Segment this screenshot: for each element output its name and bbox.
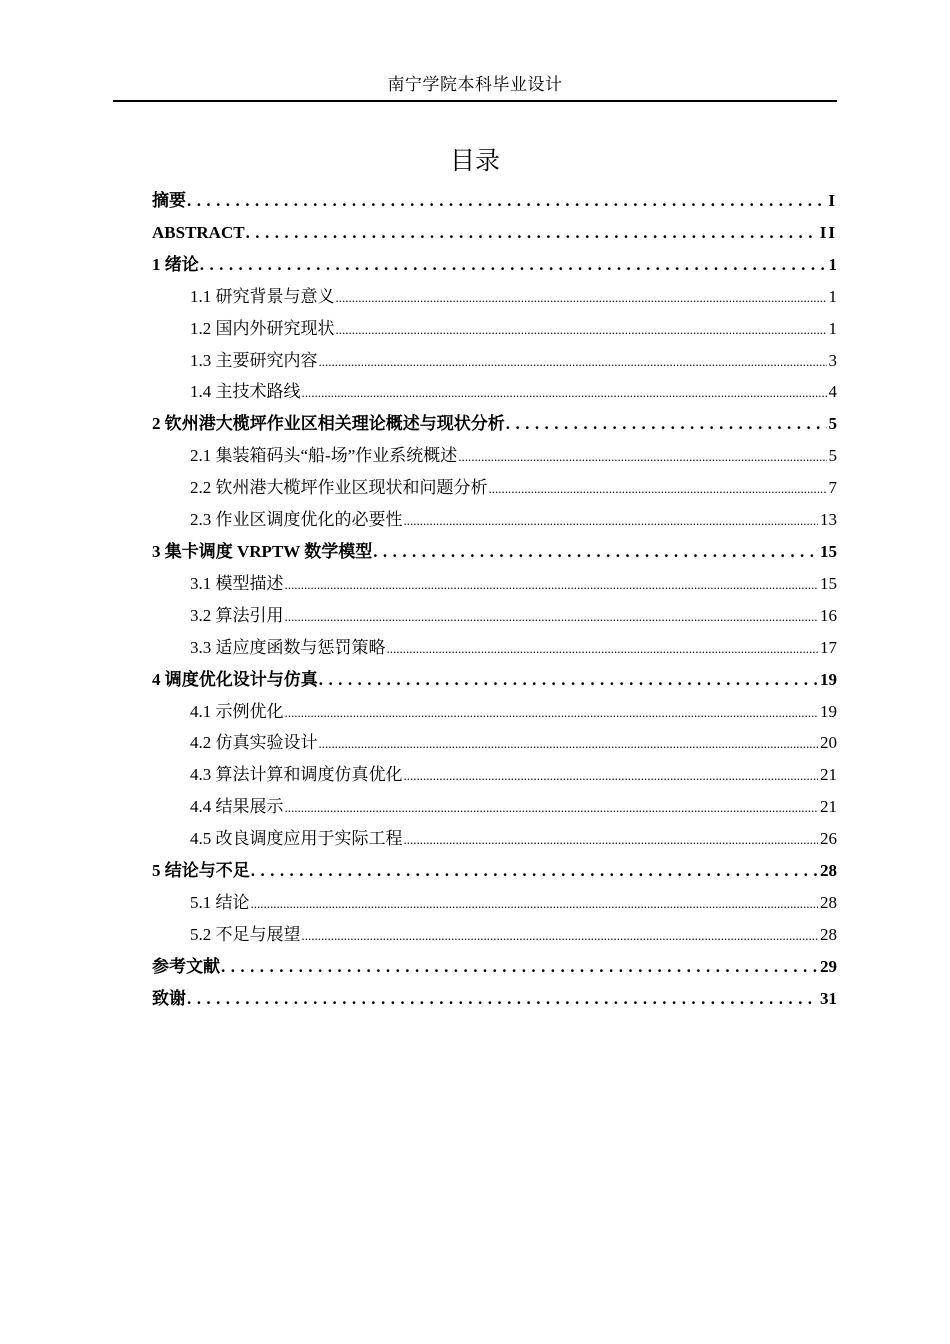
table-of-contents <box>152 185 837 1015</box>
toc-dot-leader <box>489 472 827 505</box>
toc-entry-label: 2.3 作业区调度优化的必要性 <box>190 510 403 530</box>
toc-chapter-entry[interactable] <box>152 855 837 887</box>
toc-entry-label: 1.1 研究背景与意义 <box>190 286 335 306</box>
toc-dot-leader <box>285 696 819 729</box>
toc-dot-leader <box>458 440 826 473</box>
toc-chapter-entry[interactable] <box>152 536 837 568</box>
toc-dot-leader <box>187 983 818 1015</box>
toc-dot-leader <box>251 887 819 920</box>
toc-dot-leader <box>246 217 818 249</box>
toc-section-entry[interactable] <box>152 632 837 664</box>
toc-section-entry[interactable] <box>152 919 837 951</box>
toc-page-number: I <box>828 191 837 210</box>
toc-entry-label: 5 结论与不足 <box>152 861 250 881</box>
toc-chapter-entry[interactable] <box>152 408 837 440</box>
toc-section-entry[interactable] <box>152 727 837 759</box>
toc-section-entry[interactable] <box>152 281 837 313</box>
toc-page-number: 15 <box>820 541 837 561</box>
toc-dot-leader <box>302 919 819 952</box>
toc-entry-label: 致谢 <box>152 988 186 1008</box>
toc-entry-label: 3.2 算法引用 <box>190 605 284 625</box>
toc-chapter-entry[interactable] <box>152 185 837 217</box>
toc-dot-leader <box>319 664 818 696</box>
toc-page-number: 19 <box>820 701 837 721</box>
toc-entry-label: 参考文献 <box>152 956 220 976</box>
toc-page-number: 29 <box>820 956 837 976</box>
toc-page-number: 3 <box>828 350 837 370</box>
toc-entry-label: 4.2 仿真实验设计 <box>190 733 318 753</box>
header-rule <box>113 100 837 102</box>
toc-title: 目录 <box>449 146 500 175</box>
toc-dot-leader <box>221 951 818 983</box>
toc-page-number: 13 <box>820 510 837 530</box>
toc-section-entry[interactable] <box>152 759 837 791</box>
toc-entry-label: 4 调度优化设计与仿真 <box>152 669 318 689</box>
toc-section-entry[interactable] <box>152 376 837 408</box>
toc-page-number: 19 <box>820 669 837 689</box>
running-header: 南宁学院本科毕业设计 <box>387 75 563 94</box>
toc-entry-label: 4.1 示例优化 <box>190 701 284 721</box>
toc-entry-label: 3.3 适应度函数与惩罚策略 <box>190 637 386 657</box>
toc-entry-label: 5.1 结论 <box>190 892 250 912</box>
toc-page-number: 21 <box>820 797 837 817</box>
toc-page-number: 16 <box>820 605 837 625</box>
toc-dot-leader <box>387 632 819 665</box>
toc-page-number: 15 <box>820 573 837 593</box>
toc-entry-label: 5.2 不足与展望 <box>190 924 301 944</box>
toc-section-entry[interactable] <box>152 472 837 504</box>
toc-chapter-entry[interactable] <box>152 664 837 696</box>
toc-page-number: 1 <box>828 318 837 338</box>
toc-entry-label: 2.2 钦州港大榄坪作业区现状和问题分析 <box>190 478 488 498</box>
toc-dot-leader <box>506 408 827 440</box>
toc-entry-label: 2 钦州港大榄坪作业区相关理论概述与现状分析 <box>152 414 505 434</box>
toc-dot-leader <box>319 727 819 760</box>
toc-page-number: 17 <box>820 637 837 657</box>
toc-section-entry[interactable] <box>152 504 837 536</box>
toc-dot-leader <box>302 376 827 409</box>
toc-entry-label: 2.1 集装箱码头“船-场”作业系统概述 <box>190 446 458 466</box>
toc-page-number: 5 <box>828 446 837 466</box>
toc-dot-leader <box>285 600 819 633</box>
toc-page-number: 1 <box>828 254 837 274</box>
toc-dot-leader <box>373 536 818 568</box>
toc-dot-leader <box>404 504 819 537</box>
toc-page-number: 7 <box>828 478 837 498</box>
toc-entry-label: 3 集卡调度 VRPTW 数学模型 <box>152 541 373 561</box>
toc-entry-label: 4.5 改良调度应用于实际工程 <box>190 829 403 849</box>
toc-page-number: 5 <box>828 414 837 434</box>
toc-page-number: 28 <box>820 924 837 944</box>
toc-chapter-entry[interactable] <box>152 951 837 983</box>
toc-page-number: 28 <box>820 861 837 881</box>
toc-dot-leader <box>251 855 818 887</box>
toc-chapter-entry[interactable] <box>152 983 837 1015</box>
toc-chapter-entry[interactable] <box>152 217 837 249</box>
toc-page-number: 21 <box>820 765 837 785</box>
toc-section-entry[interactable] <box>152 696 837 728</box>
toc-entry-label: ABSTRACT <box>152 222 245 242</box>
toc-section-entry[interactable] <box>152 600 837 632</box>
toc-entry-label: 摘要 <box>152 191 186 210</box>
toc-dot-leader <box>404 759 819 792</box>
toc-dot-leader <box>319 345 827 378</box>
toc-section-entry[interactable] <box>152 313 837 345</box>
toc-section-entry[interactable] <box>152 568 837 600</box>
toc-page-number: 20 <box>820 733 837 753</box>
toc-dot-leader <box>336 281 827 314</box>
toc-entry-label: 1 绪论 <box>152 254 199 274</box>
toc-dot-leader <box>404 823 819 856</box>
toc-page-number: II <box>819 222 837 242</box>
toc-dot-leader <box>187 185 826 217</box>
toc-section-entry[interactable] <box>152 440 837 472</box>
toc-entry-label: 4.4 结果展示 <box>190 797 284 817</box>
toc-chapter-entry[interactable] <box>152 249 837 281</box>
toc-page-number: 1 <box>828 286 837 306</box>
toc-entry-label: 1.3 主要研究内容 <box>190 350 318 370</box>
toc-page-number: 31 <box>820 988 837 1008</box>
toc-entry-label: 3.1 模型描述 <box>190 573 284 593</box>
toc-page-number: 4 <box>828 382 837 402</box>
toc-page-number: 28 <box>820 892 837 912</box>
toc-dot-leader <box>285 568 819 601</box>
toc-section-entry[interactable] <box>152 823 837 855</box>
toc-section-entry[interactable] <box>152 887 837 919</box>
toc-dot-leader <box>285 791 819 824</box>
toc-dot-leader <box>336 313 827 346</box>
toc-entry-label: 1.2 国内外研究现状 <box>190 318 335 338</box>
toc-entry-label: 4.3 算法计算和调度仿真优化 <box>190 765 403 785</box>
toc-section-entry[interactable] <box>152 345 837 377</box>
toc-entry-label: 1.4 主技术路线 <box>190 382 301 402</box>
toc-dot-leader <box>200 249 827 281</box>
toc-page-number: 26 <box>820 829 837 849</box>
toc-section-entry[interactable] <box>152 791 837 823</box>
